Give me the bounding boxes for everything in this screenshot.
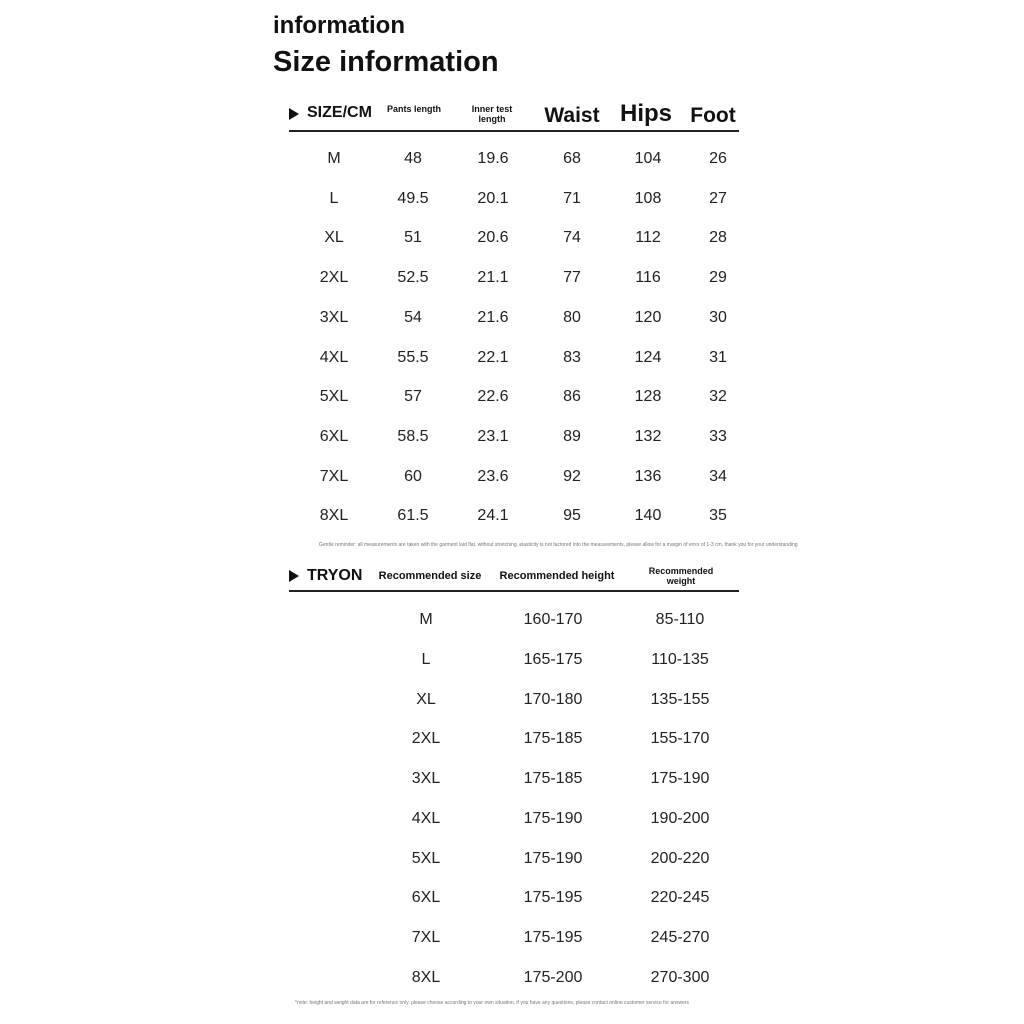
size-table-cell: 34 xyxy=(709,467,727,485)
tryon-table-cell: 6XL xyxy=(411,889,441,907)
size-table-cell: 6XL xyxy=(319,427,349,445)
size-table-cell: 89 xyxy=(563,427,581,445)
size-table-cell: 54 xyxy=(404,308,422,326)
size-table-cell: 5XL xyxy=(319,388,349,406)
col-pants-length: Pants length xyxy=(387,104,442,114)
tryon-table-row xyxy=(289,839,739,879)
size-table-cell: 55.5 xyxy=(397,348,429,366)
size-table-cell: 7XL xyxy=(319,467,349,485)
size-table-cell: M xyxy=(327,150,341,167)
size-table-row xyxy=(289,179,739,219)
triangle-marker-icon xyxy=(289,108,299,120)
tryon-table-cell: 85-110 xyxy=(655,611,705,628)
heading-information: information xyxy=(273,12,405,39)
size-table-cell: 57 xyxy=(404,388,422,406)
tryon-table-row xyxy=(289,719,739,759)
tryon-table-cell: 200-220 xyxy=(650,849,710,867)
tryon-table-cell: 160-170 xyxy=(523,611,583,628)
tryon-table-cell: 270-300 xyxy=(650,968,710,986)
size-table-cell: 28 xyxy=(709,229,727,247)
size-table-row xyxy=(289,457,739,497)
tryon-table-cell: 175-200 xyxy=(523,968,583,986)
size-table-cell: 140 xyxy=(634,507,662,525)
size-table-cell: 60 xyxy=(404,467,422,485)
tryon-table-cell: L xyxy=(421,650,431,668)
heading-size-information: Size information xyxy=(273,46,499,78)
tryon-table-cell: 155-170 xyxy=(650,730,710,748)
tryon-table-row xyxy=(289,759,739,799)
col-foot: Foot xyxy=(690,104,736,127)
size-table-cell: 21.1 xyxy=(477,269,509,287)
size-table-cell: 32 xyxy=(709,388,727,406)
size-table-cell: 30 xyxy=(709,308,727,326)
size-table-row xyxy=(289,139,739,179)
tryon-table-cell: 165-175 xyxy=(523,650,583,668)
size-table-cell: 3XL xyxy=(319,308,349,326)
size-table-cell: 33 xyxy=(709,427,727,445)
size-table-cell: 20.6 xyxy=(477,229,509,247)
size-table-cell: 22.1 xyxy=(477,348,509,366)
col-hips: Hips xyxy=(619,100,672,127)
size-table-cell: 52.5 xyxy=(397,269,429,287)
size-table-cell: 128 xyxy=(634,388,662,406)
tryon-table-cell: XL xyxy=(416,690,436,708)
size-table-cell: 61.5 xyxy=(397,507,429,525)
tryon-table-row xyxy=(289,680,739,720)
size-table-cell: 132 xyxy=(634,427,662,445)
tryon-table-cell: M xyxy=(419,611,433,628)
tryon-table-cell: 5XL xyxy=(411,849,441,867)
size-table-cell: 48 xyxy=(404,150,422,167)
size-table-cell: 124 xyxy=(634,348,662,366)
tryon-table-cell: 2XL xyxy=(411,730,441,748)
size-table-cell: 120 xyxy=(634,308,662,326)
col-recommended-weight: Recommended weight xyxy=(648,566,714,586)
tryon-table-cell: 245-270 xyxy=(650,929,710,946)
size-table-cell: 136 xyxy=(634,467,662,485)
size-table-cell: 95 xyxy=(563,507,581,525)
size-table-cell: 92 xyxy=(563,467,581,485)
tryon-table-cell: 175-190 xyxy=(523,849,583,867)
tryon-table-cell: 175-195 xyxy=(523,889,583,907)
col-waist: Waist xyxy=(544,104,600,127)
size-table-cell: 27 xyxy=(709,189,727,207)
tryon-table-cell: 135-155 xyxy=(650,690,710,708)
tryon-table-cell: 175-190 xyxy=(650,770,710,787)
size-table-label: SIZE/CM xyxy=(307,104,372,121)
tryon-table-row xyxy=(289,878,739,918)
size-table-cell: 22.6 xyxy=(477,388,509,406)
size-table-row xyxy=(289,218,739,258)
col-inner-test-length: Inner test length xyxy=(471,104,513,124)
size-table-cell: 23.6 xyxy=(477,467,509,485)
tryon-table-cell: 175-185 xyxy=(523,730,583,748)
size-table-cell: 31 xyxy=(709,348,727,366)
size-table-cell: 86 xyxy=(563,388,581,406)
tryon-table-header xyxy=(289,556,739,592)
size-table-cell: 112 xyxy=(635,229,661,247)
size-table-row xyxy=(289,496,739,536)
size-table-cell: 51 xyxy=(404,229,422,247)
tryon-table-cell: 175-185 xyxy=(523,770,583,787)
size-table-cell: 26 xyxy=(709,150,727,167)
size-table-cell: 29 xyxy=(709,269,727,287)
tryon-table-cell: 4XL xyxy=(411,809,441,827)
triangle-marker-icon xyxy=(289,570,299,582)
size-table-cell: 71 xyxy=(563,189,581,207)
size-table-cell: 24.1 xyxy=(477,507,509,525)
size-table-cell: 20.1 xyxy=(477,189,509,207)
tryon-table-label: TRYON xyxy=(307,567,363,584)
tryon-table-cell: 110-135 xyxy=(651,650,709,668)
tryon-table-row xyxy=(289,799,739,839)
size-table-cell: 4XL xyxy=(319,348,349,366)
tryon-table-cell: 220-245 xyxy=(650,889,710,907)
size-table-cell: 21.6 xyxy=(477,308,509,326)
size-table-row xyxy=(289,377,739,417)
size-table-row xyxy=(289,417,739,457)
size-table-cell: 23.1 xyxy=(477,427,509,445)
size-table-row xyxy=(289,258,739,298)
size-table-header xyxy=(289,96,739,132)
tryon-table-cell: 175-190 xyxy=(523,809,583,827)
size-table-row xyxy=(289,338,739,378)
size-table-cell: L xyxy=(329,189,339,207)
size-table-cell: 83 xyxy=(563,348,581,366)
col-recommended-height: Recommended height xyxy=(499,570,615,582)
size-table-cell: 19.6 xyxy=(477,150,509,167)
size-table-cell: 68 xyxy=(563,150,581,167)
size-table-cell: 116 xyxy=(635,269,661,287)
size-table-cell: 58.5 xyxy=(397,427,429,445)
tryon-table-cell: 8XL xyxy=(411,968,441,986)
size-table-cell: 80 xyxy=(563,308,581,326)
tryon-table-cell: 175-195 xyxy=(523,929,583,946)
size-table-cell: 2XL xyxy=(319,269,349,287)
tryon-table-row xyxy=(289,918,739,958)
size-table-cell: 8XL xyxy=(319,507,349,525)
size-table-row xyxy=(289,298,739,338)
size-table-cell: XL xyxy=(324,229,344,247)
size-table-cell: 77 xyxy=(563,269,581,287)
tryon-table-row xyxy=(289,958,739,998)
tryon-table-row xyxy=(289,640,739,680)
size-table-cell: 49.5 xyxy=(397,189,429,207)
size-table-cell: 35 xyxy=(709,507,727,525)
size-table-cell: 104 xyxy=(634,150,662,167)
tryon-table-cell: 190-200 xyxy=(650,809,710,827)
tryon-table-note: *note: height and weight data are for reference only. please choose according to your own situation. if you have any questions, please contact online customer service for answers xyxy=(295,1000,690,1006)
tryon-table-cell: 3XL xyxy=(411,770,441,787)
size-table-cell: 74 xyxy=(563,229,581,247)
tryon-table-cell: 170-180 xyxy=(523,690,583,708)
tryon-table-cell: 7XL xyxy=(411,929,441,946)
size-table-note: Gentle reminder: all measurements are taken with the garment laid flat, without stretching, elasticity is not factored into the measurements, please allow for a margin of error of 1-3 cm, thank you for your understanding xyxy=(319,542,798,548)
col-recommended-size: Recommended size xyxy=(378,570,482,582)
size-table-cell: 108 xyxy=(634,189,662,207)
tryon-table-row xyxy=(289,600,739,640)
